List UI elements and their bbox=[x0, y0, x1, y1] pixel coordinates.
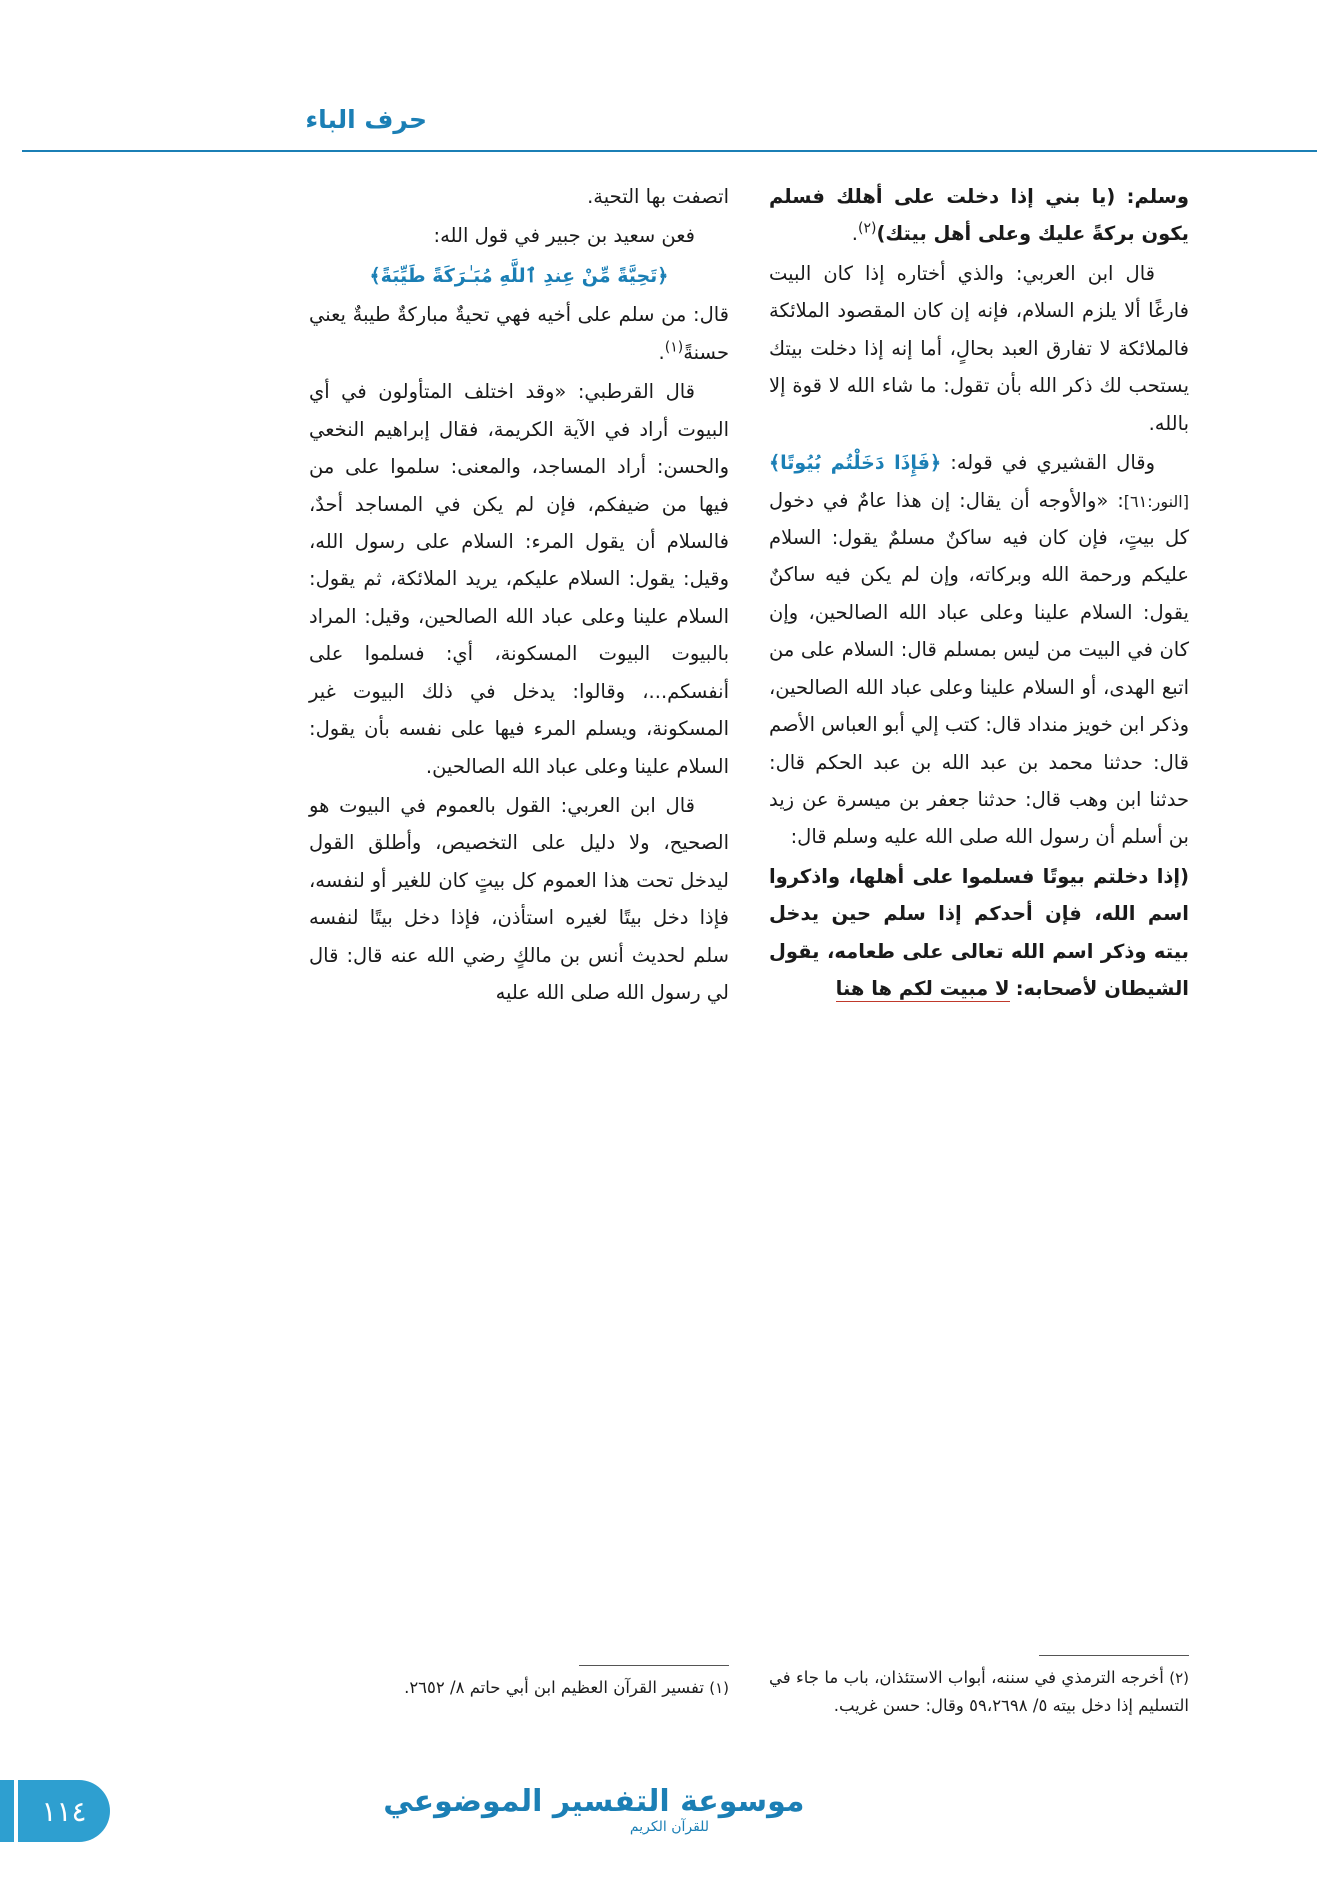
page-number-accent bbox=[0, 1780, 14, 1842]
paragraph bbox=[769, 255, 1189, 442]
paragraph bbox=[769, 178, 1189, 253]
header-divider bbox=[22, 150, 1317, 152]
footnote-text: أخرجه الترمذي في سننه، أبواب الاستئذان، باب ما جاء في التسليم إذا دخل بيته ٥/ ٥٩،٢٦٩٨ وقال: حسن غريب. bbox=[769, 1668, 1189, 1716]
paragraph bbox=[769, 858, 1189, 1008]
paragraph bbox=[309, 217, 729, 254]
paragraph bbox=[309, 178, 729, 215]
footnote-right bbox=[309, 1665, 729, 1702]
footnote-divider bbox=[1039, 1655, 1189, 1656]
paragraph: وقال القشيري في قوله: ﴿فَإِذَا دَخَلْتُم بُيُوتًا﴾ [النور:٦١]: «والأوجه أن يقال: إن هذا عامٌ في دخول كل بيتٍ، فإن كان فيه ساكنٌ مسلمٌ يقول: السلام عليكم ورحمة الله وبركاته، وإن لم يكن فيه ساكنٌ يقول: السلام علينا وعلى عباد الله الصالحين، وإن كان في البيت من ليس بمسلم قال: السلام على من اتبع الهدى، أو السلام علينا وعلى عباد الله الصالحين، وذكر ابن خويز منداد قال: كتب إلي أبو العباس الأصم قال: حدثنا محمد بن عبد الله بن عبد الحكم قال: حدثنا ابن وهب قال: حدثنا جعفر بن ميسرة عن زيد بن أسلم أن رسول الله صلى الله عليه وسلم قال: bbox=[769, 451, 1189, 849]
page-header bbox=[22, 105, 1317, 157]
hadith-emphasis: لا مبيت لكم ها هنا bbox=[835, 977, 1010, 1001]
paragraph bbox=[309, 373, 729, 785]
footnote-text: تفسير القرآن العظيم ابن أبي حاتم ٨/ ٢٦٥٢. bbox=[404, 1678, 704, 1697]
paragraph-tail: . bbox=[658, 340, 665, 364]
publisher-logo-sub: للقرآن الكريم bbox=[629, 1819, 710, 1835]
quran-verse bbox=[309, 257, 729, 294]
paragraph bbox=[309, 787, 729, 1012]
body-columns bbox=[150, 178, 1189, 1658]
page-title: حرف الباء bbox=[305, 105, 427, 134]
hadith-text: (إذا دخلتم بيوتًا فسلموا على أهلها، واذكروا اسم الله، فإن أحدكم إذا سلم حين يدخل بيته وذكر اسم الله تعالى على طعامه، يقول الشيطان لأصحابه: bbox=[769, 864, 1189, 1001]
paragraph-text: قال: من سلم على أخيه فهي تحيةٌ مباركةٌ طيبةٌ يعني حسنةً bbox=[309, 303, 729, 364]
paragraph-intro: وقال القشيري في قوله: bbox=[950, 451, 1155, 475]
footnote-ref[interactable]: (٢) bbox=[857, 220, 877, 237]
column-left bbox=[769, 178, 1189, 1010]
footnote-marker: (٢) bbox=[1169, 1669, 1189, 1687]
footnote-left bbox=[769, 1655, 1189, 1721]
paragraph-tail: . bbox=[851, 222, 858, 246]
footnote-ref[interactable]: (١) bbox=[664, 339, 684, 356]
paragraph-text: فعن سعيد بن جبير في قول الله: bbox=[433, 224, 695, 248]
publisher-logo bbox=[383, 1783, 805, 1836]
paragraph-text: «والأوجه أن يقال: إن هذا عامٌ في دخول كل بيتٍ، فإن كان فيه ساكنٌ مسلمٌ يقول: السلام عليكم ورحمة الله وبركاته، وإن لم يكن فيه ساكنٌ يقول: السلام علينا وعلى عباد الله الصالحين، وإن كان في البيت من ليس بمسلم قال: السلام على من اتبع الهدى، أو السلام علينا وعلى عباد الله الصالحين، وذكر ابن خويز منداد قال: كتب إلي أبو العباس الأصم قال: حدثنا محمد بن عبد الله بن عبد الحكم قال: حدثنا ابن وهب قال: حدثنا جعفر بن ميسرة عن زيد بن أسلم أن رسول الله صلى الله عليه وسلم قال: bbox=[769, 488, 1189, 849]
paragraph-text: قال ابن العربي: والذي أختاره إذا كان البيت فارغًا ألا يلزم السلام، فإنه إن كان المقصود الملائكة فالملائكة لا تفارق العبد بحالٍ، أما إنه إذا دخلت بيتك يستحب لك ذكر الله بأن تقول: ما شاء الله لا قوة إلا بالله. bbox=[769, 261, 1189, 435]
footnote-divider bbox=[579, 1665, 729, 1666]
paragraph-text: قال القرطبي: «وقد اختلف المتأولون في أي البيوت أراد في الآية الكريمة، فقال إبراهيم النخعي والحسن: أراد المساجد، والمعنى: سلموا على من فيها من ضيفكم، فإن لم يكن في المساجد أحدٌ، فالسلام أن يقول المرء: السلام على رسول الله، وقيل: يقول: السلام عليكم، يريد الملائكة، ثم يقول: السلام علينا وعلى عباد الله الصالحين، وقيل: المراد بالبيوت البيوت المسكونة، أي: فسلموا على أنفسكم...، وقالوا: يدخل في ذلك البيوت غير المسكونة، ويسلم المرء فيها على نفسه بأن يقول: السلام علينا وعلى عباد الله الصالحين. bbox=[309, 380, 729, 778]
page-number: ١١٤ bbox=[18, 1780, 110, 1842]
paragraph bbox=[309, 296, 729, 371]
publisher-logo-main: موسوعة التفسير الموضوعي bbox=[383, 1783, 805, 1819]
column-right bbox=[309, 178, 729, 1014]
paragraph-text: اتصفت بها التحية. bbox=[587, 185, 729, 208]
paragraph-text: قال ابن العربي: القول بالعموم في البيوت هو الصحيح، ولا دليل على التخصيص، وأطلق القول ليدخل تحت هذا العموم كل بيتٍ كان للغير أو لنفسه، فإذا دخل بيتًا لغيره استأذن، فإذا دخل بيتًا لنفسه سلم لحديث أنس بن مالكٍ رضي الله عنه قال: قال لي رسول الله صلى الله عليه bbox=[309, 794, 729, 1005]
quran-verse-text: ﴿تَحِيَّةً مِّنْ عِندِ ٱللَّهِ مُبَـٰرَكَةً طَيِّبَةً﴾ bbox=[369, 264, 669, 287]
quran-verse-text: ﴿فَإِذَا دَخَلْتُم بُيُوتًا﴾ bbox=[769, 452, 942, 475]
verse-citation: [النور:٦١] bbox=[1123, 491, 1189, 511]
hadith-text: وسلم: (يا بني إذا دخلت على أهلك فسلم يكون بركةً عليك وعلى أهل بيتك) bbox=[769, 185, 1189, 246]
footnote-marker: (١) bbox=[709, 1679, 729, 1697]
